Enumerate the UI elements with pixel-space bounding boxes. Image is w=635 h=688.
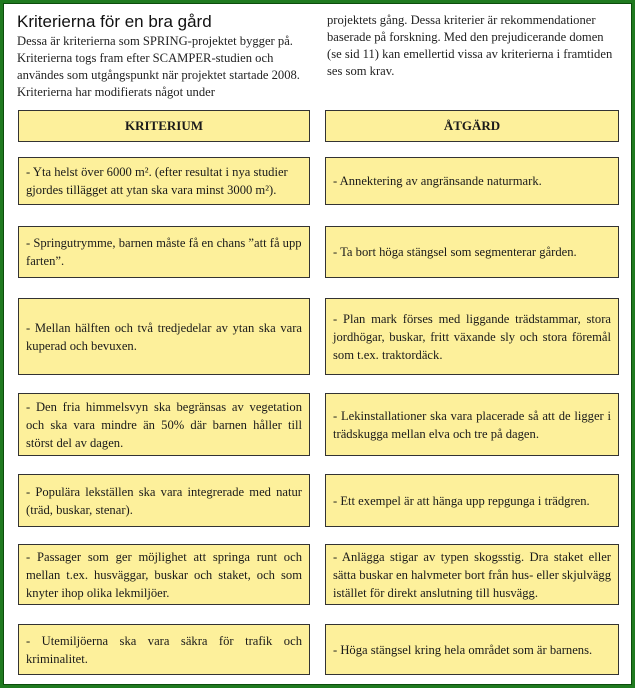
- criterion-text: - Springutrymme, barnen måste få en chans ”att få upp farten”.: [26, 236, 302, 268]
- action-text: - Höga stängsel kring hela området som är barnens.: [333, 642, 593, 657]
- criterion-text: - Den fria himmelsvyn ska begränsas av vegetation och ska vara mindre än 50% där barnen håller till störst del av dagen.: [26, 399, 302, 450]
- action-text: - Lekinstallationer ska vara placerade så att de ligger i trädskugga mellan elva och tre på dagen.: [333, 408, 611, 441]
- criterion-cell: [18, 157, 310, 205]
- criterion-cell: [18, 474, 310, 527]
- action-text: - Annektering av angränsande naturmark.: [333, 174, 542, 188]
- page-title: Kriterierna för en bra gård: [17, 12, 212, 31]
- criterion-text: - Populära lekställen ska vara integrerade med natur (träd, buskar, stenar).: [26, 484, 302, 517]
- header-atgard: [325, 110, 619, 142]
- criterion-cell: [18, 393, 310, 456]
- criterion-cell: [18, 624, 310, 675]
- action-text: - Ta bort höga stängsel som segmenterar gården.: [333, 245, 577, 259]
- action-text: - Ett exempel är att hänga upp repgunga i trädgren.: [333, 493, 590, 508]
- action-cell: [325, 624, 619, 675]
- criterion-cell: [18, 298, 310, 375]
- intro-text-right: projektets gång. Dessa kriterier är rekommendationer baserade på forskning. Med den prejudicerande domen (se sid 11) kan emellertid vissa av kriterierna i framtiden ses som krav.: [327, 13, 613, 78]
- action-cell: [325, 226, 619, 278]
- criterion-text: - Passager som ger möjlighet att springa runt och mellan t.ex. husväggar, buskar och staket, och som knyter ihop olika lekmiljöer.: [26, 549, 302, 600]
- criterion-text: - Utemiljöerna ska vara säkra för trafik och kriminalitet.: [26, 633, 302, 666]
- action-cell: [325, 474, 619, 527]
- criterion-cell: [18, 544, 310, 605]
- header-kriterium: [18, 110, 310, 142]
- action-text: - Plan mark förses med liggande trädstammar, stora jordhögar, buskar, fritt växande sly och stora föremål som t.ex. traktordäck.: [333, 311, 611, 362]
- intro-text-left: Dessa är kriterierna som SPRING-projektet bygger på. Kriterierna togs fram efter SCAMPER-studien och användes som utgångspunkt när projektet startade 2008. Kriterierna har modifierats något under: [17, 34, 300, 99]
- criterion-text: - Mellan hälften och två tredjedelar av ytan ska vara kuperad och bevuxen.: [26, 320, 302, 353]
- action-cell: [325, 544, 619, 605]
- criterion-text: - Yta helst över 6000 m². (efter resultat i nya studier gjordes tillägget att ytan ska vara minst 3000 m²).: [26, 165, 288, 197]
- action-cell: [325, 298, 619, 375]
- action-cell: [325, 393, 619, 456]
- criterion-cell: [18, 226, 310, 278]
- action-text: - Anlägga stigar av typen skogsstig. Dra staket eller sätta buskar en halvmeter bort från hus- eller skjulvägg istället för direkt anslutning till husvägg.: [333, 549, 611, 600]
- action-cell: [325, 157, 619, 205]
- header-atgard-label: ÅTGÄRD: [443, 118, 501, 133]
- header-kriterium-label: KRITERIUM: [124, 118, 203, 133]
